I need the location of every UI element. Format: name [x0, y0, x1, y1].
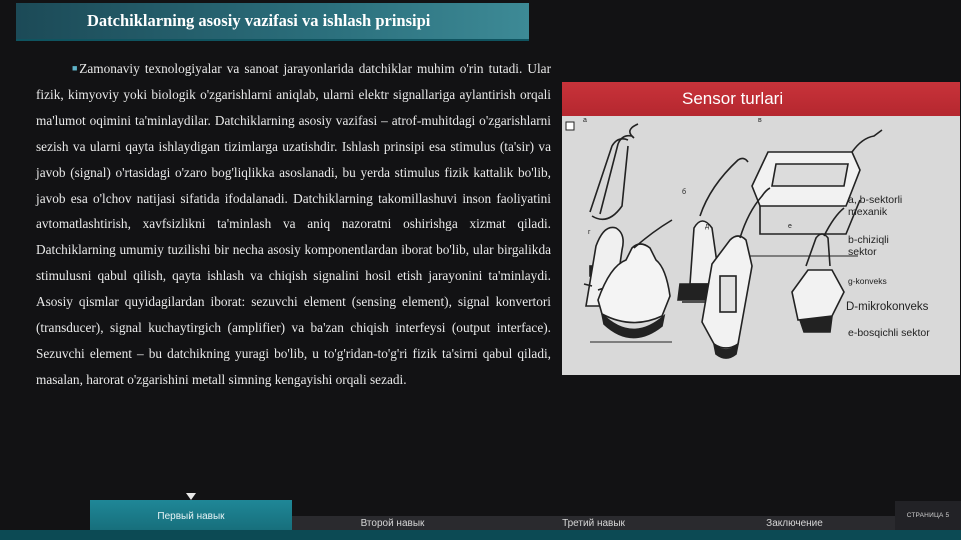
- sensor-drawing-e: [792, 208, 844, 332]
- panel-label-g: г: [588, 229, 591, 236]
- nav-tab-label: Первый навык: [157, 511, 225, 522]
- nav-tab-second-skill[interactable]: [292, 516, 493, 530]
- title-underline: [16, 39, 529, 41]
- body-paragraph: Zamonaviy texnologiyalar va sanoat jarayonlarida datchiklar muhim o'rin tutadi. Ular fizik, kimyoviy yoki biologik o'zgarishlarni aniqlab, ularni elektr signallariga aylantirish orqali ma'lumot oqimini ta'minlaydilar. Datchiklarning asosiy vazifasi – atrof-muhitdagi o'zgarishlarni sezish va ularni qayta ishlaydigan tizimlarga uzatishdir. Ishlash prinsipi esa stimulus (ta'sir) va javob (signal) o'rtasidagi o'zaro bog'liqlikka asoslanadi, bu yerda stimulus fizik kattalik bo'lib, javob esa o'lchov natijasi sifatida ifodalanadi. Datchiklarning takomillashuvi inson faoliyatini avtomatlashtirish, xavfsizlikni ta'minlash va aniq nazoratni oshirishga xizmat qiladi. Datchiklarning umumiy tuzilishi bir necha asosiy komponentlardan iborat bo'lib, ular birgalikda stimulusni qabul qilish, qayta ishlash va chiqish signalini hosil etish jarayonini ta'minlaydi. Asosiy qismlar quyidagilardan iborat: sezuvchi element (sensing element), signal konvertori (transducer), signal kuchaytirgich (amplifier) va ba'zan chiqish interfeysi (output interface). Sezuvchi element – bu datchikning yuragi bo'lib, u to'g'ridan-to'g'ri fizik ta'sirni qabul qiladi, masalan, harorat o'zgarishini metall simning kengayishi orqali sezadi.: [36, 61, 552, 387]
- panel-label-d: д: [705, 223, 710, 230]
- active-tab-arrow-icon: [186, 493, 196, 500]
- nav-tab-conclusion[interactable]: [694, 516, 895, 530]
- panel-label-b: б: [682, 189, 687, 196]
- legend-item-phased-sector: e-bosqichli sektor: [848, 327, 930, 339]
- slide-body-text: [36, 56, 551, 393]
- nav-tab-first-skill[interactable]: [90, 500, 292, 530]
- figure-header: [562, 82, 960, 116]
- nav-tab-label: Третий навык: [562, 518, 625, 529]
- slide-title-bar: [16, 3, 529, 39]
- figure-header-label: Sensor turlari: [682, 89, 784, 108]
- panel-label-e: е: [788, 223, 792, 230]
- nav-tab-label: Второй навык: [360, 518, 425, 529]
- footer-bar: [0, 530, 961, 540]
- panel-label-v: в: [758, 117, 762, 124]
- legend-item-microconvex: D-mikrokonveks: [846, 301, 929, 313]
- nav-tab-third-skill[interactable]: [493, 516, 694, 530]
- legend-item-sector-mechanical: a, b-sektorli mexanik: [848, 194, 903, 218]
- slide-title: Datchiklarning asosiy vazifasi va ishlash prinsipi: [87, 11, 431, 30]
- page-number: СТРАНИЦА 5: [895, 501, 961, 530]
- bullet-icon: ■: [72, 63, 80, 73]
- panel-label-a: a: [583, 117, 587, 124]
- legend-item-linear-sector: b-chiziqli sektor: [848, 234, 889, 258]
- nav-tab-label: Заключение: [766, 518, 823, 529]
- sensor-types-figure: [562, 82, 960, 375]
- legend-item-convex: g-konveks: [848, 276, 887, 286]
